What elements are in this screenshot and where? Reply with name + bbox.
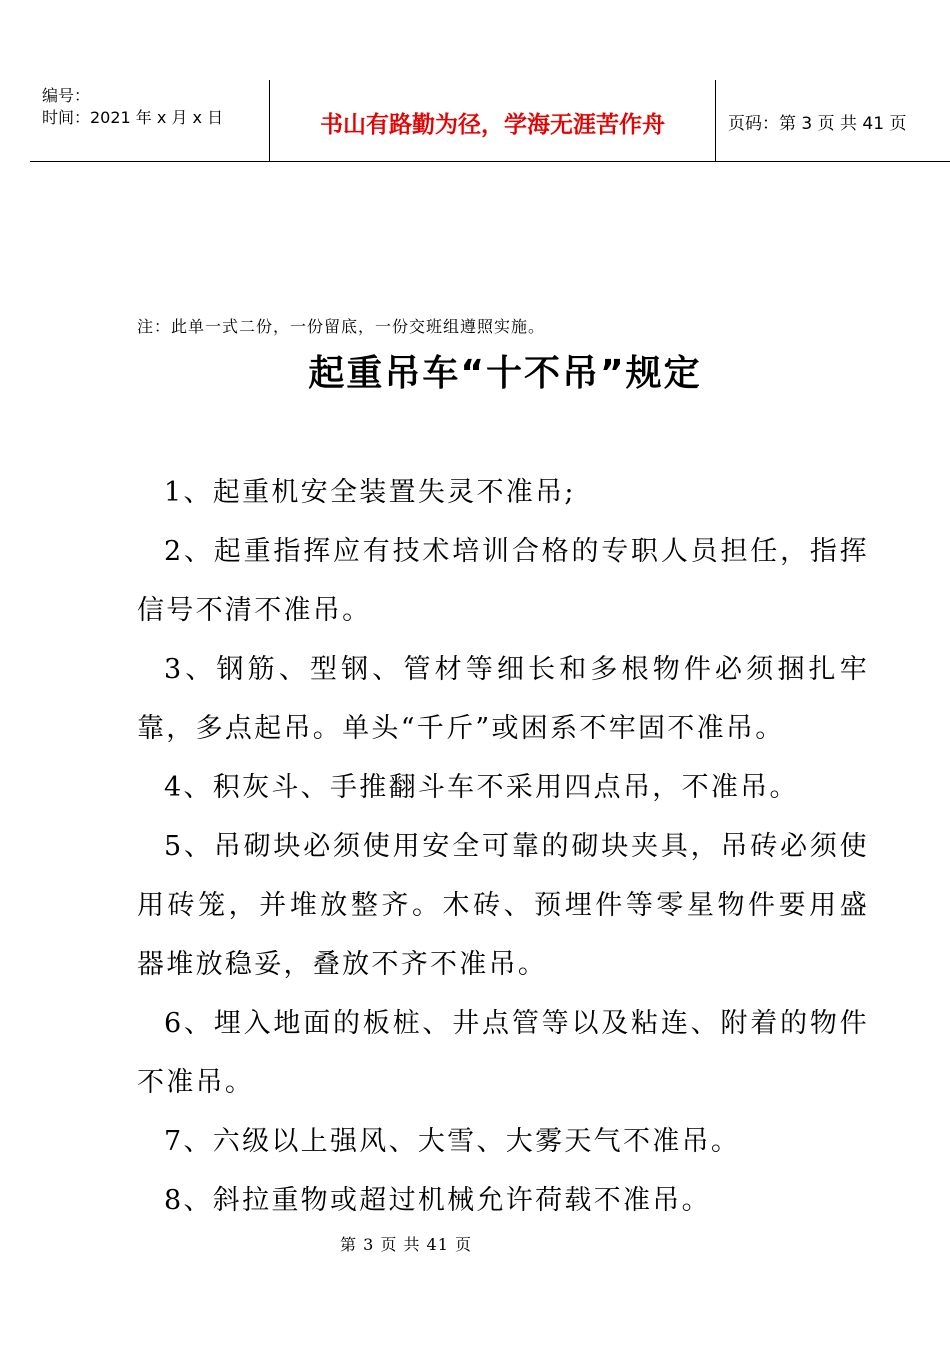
document-time-label: 时间：2021 年 x 月 x 日 — [42, 108, 224, 127]
header-page-number: 页码：第 3 页 共 41 页 — [728, 114, 907, 134]
rules-list — [137, 463, 869, 1230]
rule-item: 5、吊砌块必须使用安全可靠的砌块夹具，吊砖必须使用砖笼，并堆放整齐。木砖、预埋件等零星物件要用盛器堆放稳妥，叠放不齐不准吊。 — [137, 831, 869, 980]
header-info-cell — [30, 80, 270, 161]
rule-item: 7、六级以上强风、大雪、大雾天气不准吊。 — [164, 1126, 741, 1157]
document-number-label: 编号： — [42, 86, 91, 105]
header-motto: 书山有路勤为径，学海无涯苦作舟 — [320, 112, 665, 138]
rule-item: 3、钢筋、型钢、管材等细长和多根物件必须捆扎牢靠，多点起吊。单头“千斤”或困系不牢固不准吊。 — [137, 654, 869, 744]
header-page-cell — [716, 80, 950, 161]
rule-item: 4、积灰斗、手推翻斗车不采用四点吊，不准吊。 — [164, 772, 799, 803]
document-title: 起重吊车“十不吊”规定 — [308, 353, 702, 394]
rule-item: 8、斜拉重物或超过机械允许荷载不准吊。 — [164, 1185, 711, 1216]
rule-item: 2、起重指挥应有技术培训合格的专职人员担任，指挥信号不清不准吊。 — [137, 536, 869, 626]
rule-item: 1、起重机安全装置失灵不准吊; — [164, 477, 576, 508]
page-footer — [0, 1234, 950, 1256]
copy-note: 注：此单一式二份，一份留底，一份交班组遵照实施。 — [137, 317, 546, 336]
header-motto-cell — [270, 80, 716, 161]
rule-item: 6、埋入地面的板桩、井点管等以及粘连、附着的物件不准吊。 — [137, 1008, 869, 1098]
page-header — [30, 80, 950, 162]
footer-page-number: 第 3 页 共 41 页 — [340, 1235, 472, 1254]
